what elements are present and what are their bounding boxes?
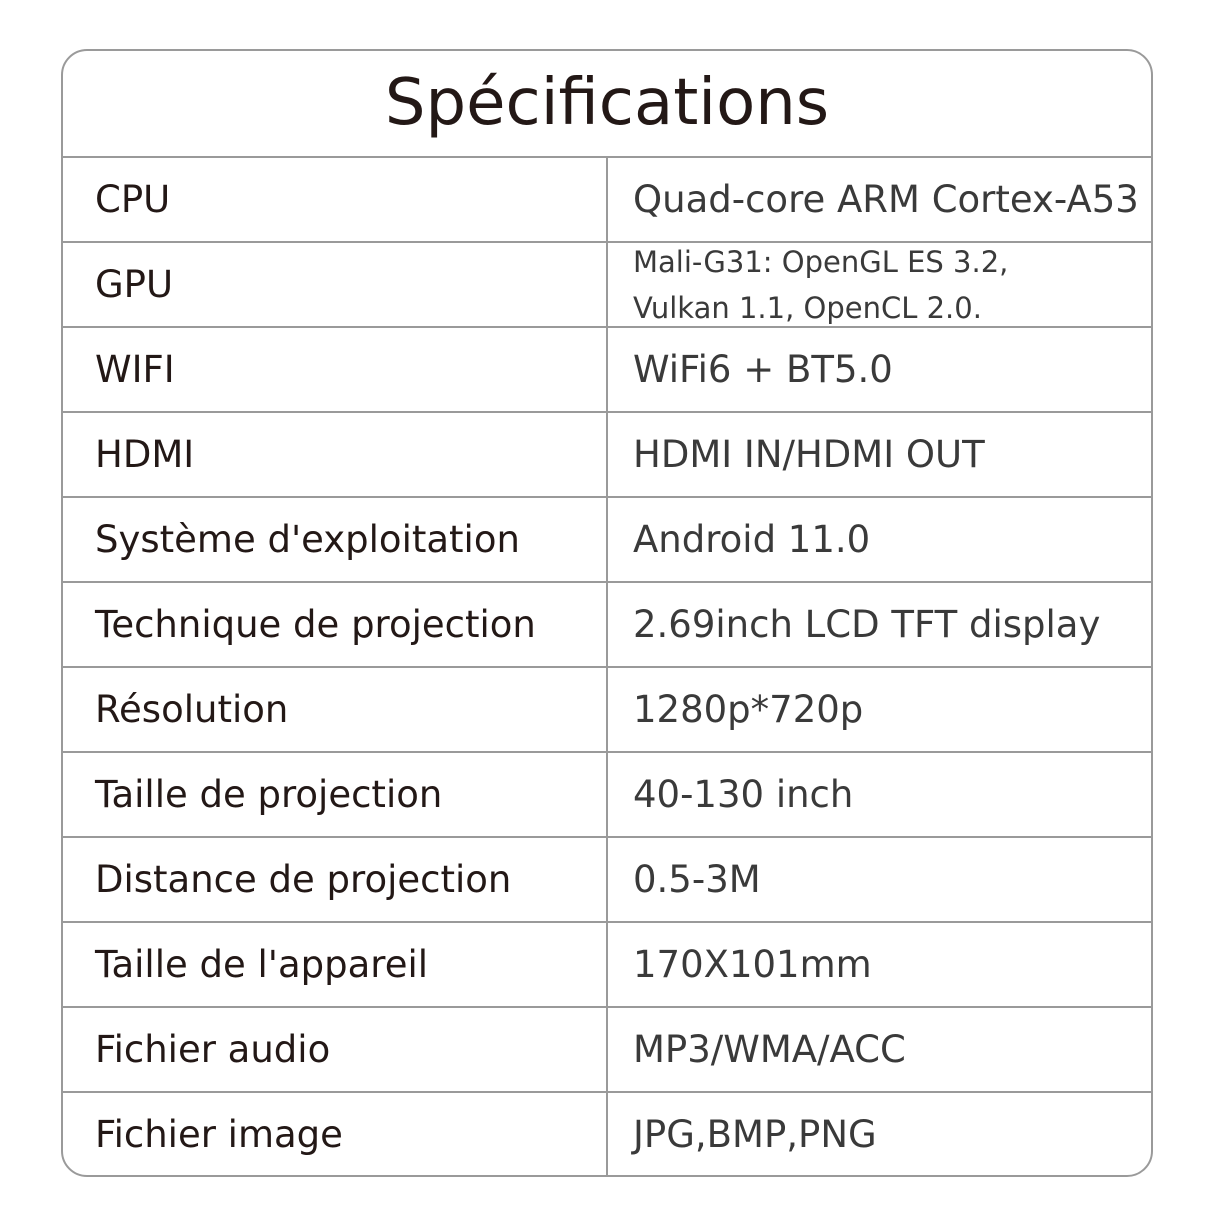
spec-value-line: Quad-core ARM Cortex-A53 (633, 178, 1139, 221)
spec-value (608, 753, 1151, 836)
spec-row-projection-distance (63, 838, 1151, 923)
spec-value-line: HDMI IN/HDMI OUT (633, 433, 985, 476)
spec-label: CPU (63, 158, 608, 241)
spec-label: Distance de projection (63, 838, 608, 921)
spec-row-projection-technique (63, 583, 1151, 668)
spec-label: GPU (63, 243, 608, 326)
spec-value (608, 668, 1151, 751)
spec-label: HDMI (63, 413, 608, 496)
spec-label: Fichier image (63, 1093, 608, 1176)
spec-value-line: MP3/WMA/ACC (633, 1028, 906, 1071)
spec-value-line: 170X101mm (633, 943, 872, 986)
spec-row-resolution (63, 668, 1151, 753)
spec-row-cpu (63, 158, 1151, 243)
spec-label: Résolution (63, 668, 608, 751)
spec-label: Taille de projection (63, 753, 608, 836)
spec-row-audio-file (63, 1008, 1151, 1093)
spec-label: Technique de projection (63, 583, 608, 666)
spec-rows (63, 158, 1151, 1176)
spec-value (608, 328, 1151, 411)
spec-value-line: Mali-G31: OpenGL ES 3.2, (633, 244, 1009, 279)
spec-value-line: Vulkan 1.1, OpenCL 2.0. (633, 290, 982, 325)
spec-row-gpu (63, 243, 1151, 328)
spec-value (608, 923, 1151, 1006)
spec-value (608, 413, 1151, 496)
spec-value-line: WiFi6 + BT5.0 (633, 348, 893, 391)
spec-value-line: 2.69inch LCD TFT display (633, 603, 1101, 646)
spec-row-projection-size (63, 753, 1151, 838)
spec-row-device-size (63, 923, 1151, 1008)
spec-label: Fichier audio (63, 1008, 608, 1091)
spec-label: Taille de l'appareil (63, 923, 608, 1006)
spec-value-line: 0.5-3M (633, 858, 761, 901)
spec-value-line: Android 11.0 (633, 518, 871, 561)
spec-value-line: JPG,BMP,PNG (633, 1113, 877, 1156)
spec-value-line: 1280p*720p (633, 688, 864, 731)
table-title: Spécifications (63, 51, 1151, 158)
specifications-table (61, 49, 1153, 1177)
spec-value (608, 583, 1151, 666)
spec-value (608, 498, 1151, 581)
spec-value (608, 1093, 1151, 1176)
spec-value (608, 158, 1151, 241)
spec-label: WIFI (63, 328, 608, 411)
spec-row-os (63, 498, 1151, 583)
spec-value (608, 838, 1151, 921)
spec-row-image-file (63, 1093, 1151, 1176)
spec-row-wifi (63, 328, 1151, 413)
spec-value (608, 1008, 1151, 1091)
spec-value (608, 243, 1151, 326)
spec-row-hdmi (63, 413, 1151, 498)
spec-label: Système d'exploitation (63, 498, 608, 581)
spec-value-line: 40-130 inch (633, 773, 854, 816)
